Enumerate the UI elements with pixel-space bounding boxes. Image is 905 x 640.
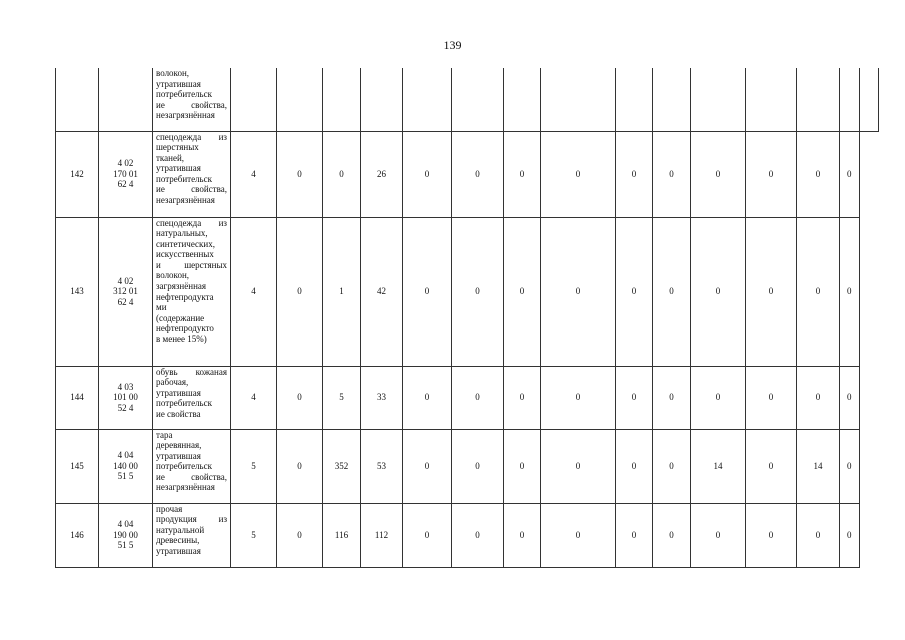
value-cell: 0 (277, 217, 323, 366)
value-cell: 116 (323, 503, 361, 567)
description-line: и шерстяных (156, 259, 227, 270)
value-cell: 0 (541, 366, 616, 429)
description-line: рабочая, (156, 377, 189, 388)
waste-description-cell (153, 366, 231, 429)
value-cell (797, 68, 840, 131)
value-cell: 112 (361, 503, 403, 567)
description-line: загрязнённая (156, 281, 207, 292)
waste-code-cell (99, 503, 153, 567)
description-line: натуральных, (156, 228, 208, 239)
description-line: деревянная, (156, 440, 202, 451)
value-cell: 0 (616, 429, 653, 503)
value-cell (541, 68, 616, 131)
waste-description-cell (153, 131, 231, 217)
description-line: продукция из (156, 514, 227, 525)
description-line: тканей, (156, 152, 185, 163)
value-cell (452, 68, 504, 131)
value-cell (616, 68, 653, 131)
value-cell: 0 (452, 429, 504, 503)
waste-table (55, 68, 879, 568)
value-cell: 0 (452, 131, 504, 217)
value-cell: 0 (504, 503, 541, 567)
value-cell: 0 (277, 366, 323, 429)
description-line: ие свойства, (156, 99, 227, 110)
waste-code-line: 62 4 (117, 179, 134, 190)
value-cell: 0 (504, 131, 541, 217)
waste-code-cell (99, 68, 153, 131)
value-cell: 0 (840, 429, 860, 503)
value-cell: 0 (797, 366, 840, 429)
waste-code-line: 170 01 (113, 168, 138, 179)
value-cell: 0 (797, 217, 840, 366)
row-number-cell: 144 (56, 366, 99, 429)
value-cell (746, 68, 797, 131)
value-cell (323, 68, 361, 131)
value-cell: 4 (231, 131, 277, 217)
row-number-cell (56, 68, 99, 131)
description-line: потребительск (156, 173, 213, 184)
waste-code-line: 62 4 (117, 296, 134, 307)
value-cell: 42 (361, 217, 403, 366)
value-cell: 0 (746, 429, 797, 503)
value-cell: 0 (840, 366, 860, 429)
description-line: незагрязнённая (156, 110, 215, 121)
waste-code-line: 4 02 (117, 275, 134, 286)
table-row (56, 68, 879, 131)
value-cell: 0 (541, 503, 616, 567)
value-cell: 0 (653, 366, 691, 429)
value-cell: 0 (691, 503, 746, 567)
value-cell (403, 68, 452, 131)
value-cell: 53 (361, 429, 403, 503)
value-cell: 0 (616, 503, 653, 567)
description-line: утратившая (156, 450, 201, 461)
value-cell: 0 (452, 503, 504, 567)
description-line: незагрязнённая (156, 195, 215, 206)
description-line: незагрязнённая (156, 482, 215, 493)
value-cell: 0 (691, 131, 746, 217)
value-cell: 4 (231, 217, 277, 366)
value-cell (653, 68, 691, 131)
description-line: спецодежда из (156, 131, 227, 142)
value-cell: 0 (840, 503, 860, 567)
table-row (56, 429, 879, 503)
waste-code-line: 4 03 (117, 381, 134, 392)
value-cell: 0 (452, 217, 504, 366)
value-cell: 0 (746, 217, 797, 366)
row-number-cell: 145 (56, 429, 99, 503)
waste-code-line: 140 00 (113, 460, 138, 471)
description-line: потребительск (156, 461, 213, 472)
description-line: потребительск (156, 398, 213, 409)
value-cell: 0 (504, 429, 541, 503)
value-cell: 0 (797, 503, 840, 567)
value-cell: 14 (691, 429, 746, 503)
waste-code-cell (99, 217, 153, 366)
value-cell (840, 68, 860, 131)
value-cell: 0 (541, 217, 616, 366)
value-cell: 5 (231, 503, 277, 567)
row-number-cell: 143 (56, 217, 99, 366)
value-cell: 0 (616, 366, 653, 429)
value-cell: 0 (746, 503, 797, 567)
description-line: прочая (156, 503, 183, 514)
value-cell (691, 68, 746, 131)
waste-description-cell (153, 503, 231, 567)
waste-code-line: 312 01 (113, 286, 138, 297)
value-cell: 1 (323, 217, 361, 366)
value-cell: 0 (840, 131, 860, 217)
table-row (56, 503, 879, 567)
description-line: утратившая (156, 78, 201, 89)
value-cell: 0 (691, 366, 746, 429)
value-cell: 0 (323, 131, 361, 217)
value-cell: 0 (277, 503, 323, 567)
description-line: в менее 15%) (156, 334, 207, 345)
value-cell: 33 (361, 366, 403, 429)
value-cell (859, 68, 879, 131)
description-line: древесины, (156, 535, 200, 546)
table-row (56, 217, 879, 366)
value-cell: 5 (231, 429, 277, 503)
waste-code-cell (99, 366, 153, 429)
value-cell: 0 (504, 217, 541, 366)
description-line: нефтепродукта (156, 291, 214, 302)
waste-description-cell (153, 68, 231, 131)
description-line: тара (156, 429, 173, 440)
description-line: потребительск (156, 89, 213, 100)
description-line: нефтепродукто (156, 323, 214, 334)
value-cell: 0 (541, 131, 616, 217)
waste-code-line: 51 5 (117, 540, 134, 551)
value-cell: 0 (653, 429, 691, 503)
value-cell: 0 (403, 366, 452, 429)
description-line: синтетических, (156, 238, 215, 249)
value-cell: 0 (277, 429, 323, 503)
value-cell: 0 (403, 429, 452, 503)
value-cell: 0 (840, 217, 860, 366)
waste-code-line: 4 04 (117, 519, 134, 530)
description-line: спецодежда из (156, 217, 227, 228)
value-cell: 0 (616, 217, 653, 366)
value-cell (231, 68, 277, 131)
row-number-cell: 142 (56, 131, 99, 217)
description-line: ми (156, 302, 167, 313)
waste-code-line: 101 00 (113, 392, 138, 403)
description-line: натуральной (156, 524, 205, 535)
waste-code-line: 190 00 (113, 529, 138, 540)
value-cell: 0 (277, 131, 323, 217)
description-line: обувь кожаная (156, 366, 227, 377)
value-cell (361, 68, 403, 131)
value-cell: 0 (504, 366, 541, 429)
value-cell: 0 (616, 131, 653, 217)
waste-code-line: 4 04 (117, 450, 134, 461)
description-line: ие свойства, (156, 184, 227, 195)
waste-code-line: 4 02 (117, 158, 134, 169)
value-cell: 0 (653, 217, 691, 366)
table-row (56, 366, 879, 429)
description-line: ие свойства (156, 408, 201, 419)
description-line: (содержание (156, 312, 205, 323)
value-cell: 0 (797, 131, 840, 217)
row-number-cell: 146 (56, 503, 99, 567)
value-cell: 0 (746, 131, 797, 217)
value-cell: 352 (323, 429, 361, 503)
value-cell (277, 68, 323, 131)
value-cell: 0 (691, 217, 746, 366)
value-cell: 26 (361, 131, 403, 217)
description-line: утратившая (156, 545, 201, 556)
value-cell: 0 (403, 131, 452, 217)
waste-code-line: 52 4 (117, 402, 134, 413)
value-cell: 0 (541, 429, 616, 503)
waste-description-cell (153, 429, 231, 503)
description-line: волокон, (156, 68, 190, 78)
description-line: искусственных (156, 249, 214, 260)
value-cell: 0 (403, 217, 452, 366)
table-row (56, 131, 879, 217)
description-line: ие свойства, (156, 471, 227, 482)
waste-description-cell (153, 217, 231, 366)
value-cell: 4 (231, 366, 277, 429)
value-cell: 0 (452, 366, 504, 429)
description-line: волокон, (156, 270, 190, 281)
waste-code-cell (99, 131, 153, 217)
waste-code-line: 51 5 (117, 471, 134, 482)
value-cell: 0 (653, 503, 691, 567)
description-line: утратившая (156, 163, 201, 174)
value-cell (504, 68, 541, 131)
value-cell: 5 (323, 366, 361, 429)
value-cell: 14 (797, 429, 840, 503)
page-number: 139 (443, 38, 462, 52)
value-cell: 0 (403, 503, 452, 567)
description-line: утратившая (156, 387, 201, 398)
value-cell: 0 (746, 366, 797, 429)
value-cell: 0 (653, 131, 691, 217)
waste-code-cell (99, 429, 153, 503)
description-line: шерстяных (156, 142, 199, 153)
